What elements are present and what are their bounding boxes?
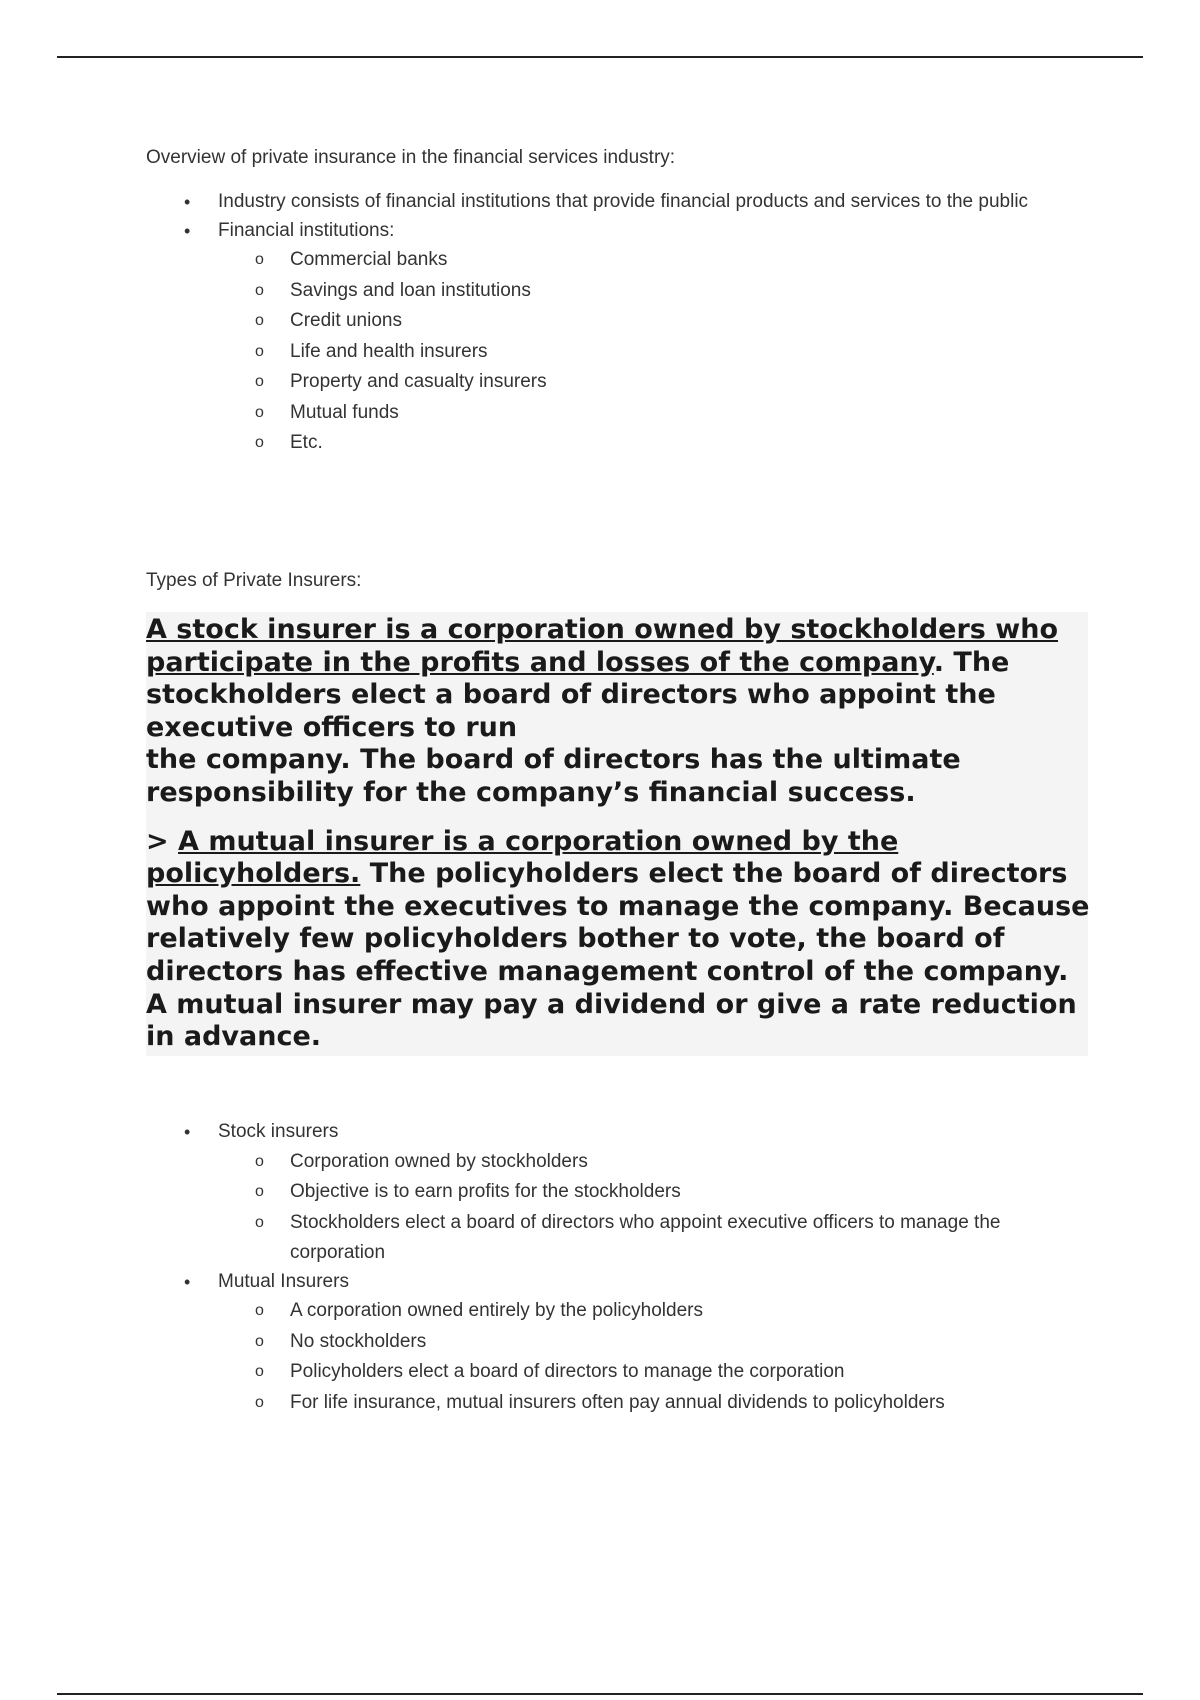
overview-heading: Overview of private insurance in the financial services industry: <box>146 147 676 168</box>
list-item <box>146 188 1096 217</box>
sub-list-item-text: Objective is to earn profits for the stockholders <box>290 1181 681 1202</box>
sub-bullet-icon: o <box>255 1363 264 1380</box>
sub-list-item <box>146 428 1096 459</box>
sub-list-item <box>146 1388 1096 1419</box>
sub-list-item-text: Stockholders elect a board of directors who appoint executive officers to manage the corporation <box>290 1211 1001 1263</box>
sub-list-item-text: Policyholders elect a board of directors to manage the corporation <box>290 1361 845 1382</box>
sub-list-item-text: For life insurance, mutual insurers often pay annual dividends to policyholders <box>290 1391 945 1413</box>
sub-bullet-icon: o <box>255 312 264 329</box>
top-rule <box>57 56 1143 58</box>
sub-bullet-icon: o <box>255 434 264 451</box>
mutual-insurer-definition: A mutual insurer is a corporation owned by the policyholders. <box>146 825 899 890</box>
sub-list-item <box>146 276 1096 307</box>
list-item-text: Mutual Insurers <box>218 1270 349 1292</box>
sub-list-item <box>146 1177 1096 1208</box>
list-item <box>146 1118 1096 1268</box>
sub-list-item <box>146 245 1096 276</box>
summary-section <box>146 1118 1096 1418</box>
list-item-text: Financial institutions: <box>218 219 395 241</box>
sub-list-item <box>146 1208 1096 1268</box>
list-item-text: Stock insurers <box>218 1121 339 1142</box>
overview-list <box>146 188 1096 459</box>
sub-list-item <box>146 1357 1096 1388</box>
list-item-text: Industry consists of financial institutions that provide financial products and services to the public <box>218 191 1029 212</box>
sub-list-item-text: Credit unions <box>290 310 402 331</box>
bottom-rule <box>57 1693 1143 1695</box>
sub-list <box>146 1296 1096 1418</box>
bullet-icon: • <box>184 1122 191 1142</box>
mutual-insurer-prefix: > <box>146 825 179 857</box>
types-heading: Types of Private Insurers: <box>146 570 362 591</box>
stock-insurer-definition: A stock insurer is a corporation owned by stockholders who participate in the profits and losses of the company <box>146 614 1058 678</box>
sub-list-item-text: Commercial banks <box>290 249 448 270</box>
sub-list <box>146 1147 1096 1268</box>
stock-insurer-paragraph <box>146 614 1091 810</box>
sub-list-item <box>146 1296 1096 1327</box>
sub-bullet-icon: o <box>255 373 264 390</box>
sub-list-item <box>146 367 1096 398</box>
sub-bullet-icon: o <box>255 251 264 268</box>
sub-bullet-icon: o <box>255 1302 264 1319</box>
sub-list-item <box>146 306 1096 337</box>
sub-bullet-icon: o <box>255 1332 264 1350</box>
overview-section <box>146 144 1096 459</box>
mutual-insurer-text: The policyholders elect the board of directors who appoint the executives to manage the company. Because relatively few policyholders bother to vote, the board of directors has effective management control of the company. A mutual insurer may pay a dividend or give a rate reduction in advance. <box>146 858 1090 1053</box>
list-item <box>146 217 1096 459</box>
sub-list-item-text: Savings and loan institutions <box>290 279 531 301</box>
list-item <box>146 1268 1096 1419</box>
sub-list-item <box>146 398 1096 429</box>
bullet-icon: • <box>184 220 191 241</box>
mutual-insurer-paragraph <box>146 826 1091 1054</box>
sub-list-item-text: Life and health insurers <box>290 340 488 362</box>
stock-insurer-text-1: . The stockholders elect a board of directors who appoint the executive officers to run <box>146 646 1010 743</box>
sub-bullet-icon: o <box>255 403 264 421</box>
sub-bullet-icon: o <box>255 1393 264 1411</box>
quote-block <box>146 614 1091 1054</box>
stock-insurer-text-2: the company. The board of directors has the ultimate responsibility for the company’s financial success. <box>146 744 961 808</box>
sub-list-item-text: Mutual funds <box>290 401 399 423</box>
sub-list-item-text: Corporation owned by stockholders <box>290 1150 588 1172</box>
sub-list-item-text: Property and casualty insurers <box>290 371 547 392</box>
sub-bullet-icon: o <box>255 342 264 360</box>
sub-bullet-icon: o <box>255 1213 264 1231</box>
bullet-icon: • <box>184 1271 191 1292</box>
sub-bullet-icon: o <box>255 1183 264 1200</box>
sub-list-item <box>146 1327 1096 1358</box>
sub-list-item <box>146 1147 1096 1178</box>
sub-list-item-text: No stockholders <box>290 1330 427 1352</box>
sub-list-item-text: Etc. <box>290 432 323 453</box>
summary-list <box>146 1118 1096 1418</box>
sub-bullet-icon: o <box>255 281 264 299</box>
sub-list <box>146 245 1096 459</box>
bullet-icon: • <box>184 192 191 212</box>
sub-list-item <box>146 337 1096 368</box>
sub-bullet-icon: o <box>255 1152 264 1170</box>
sub-list-item-text: A corporation owned entirely by the policyholders <box>290 1300 703 1321</box>
